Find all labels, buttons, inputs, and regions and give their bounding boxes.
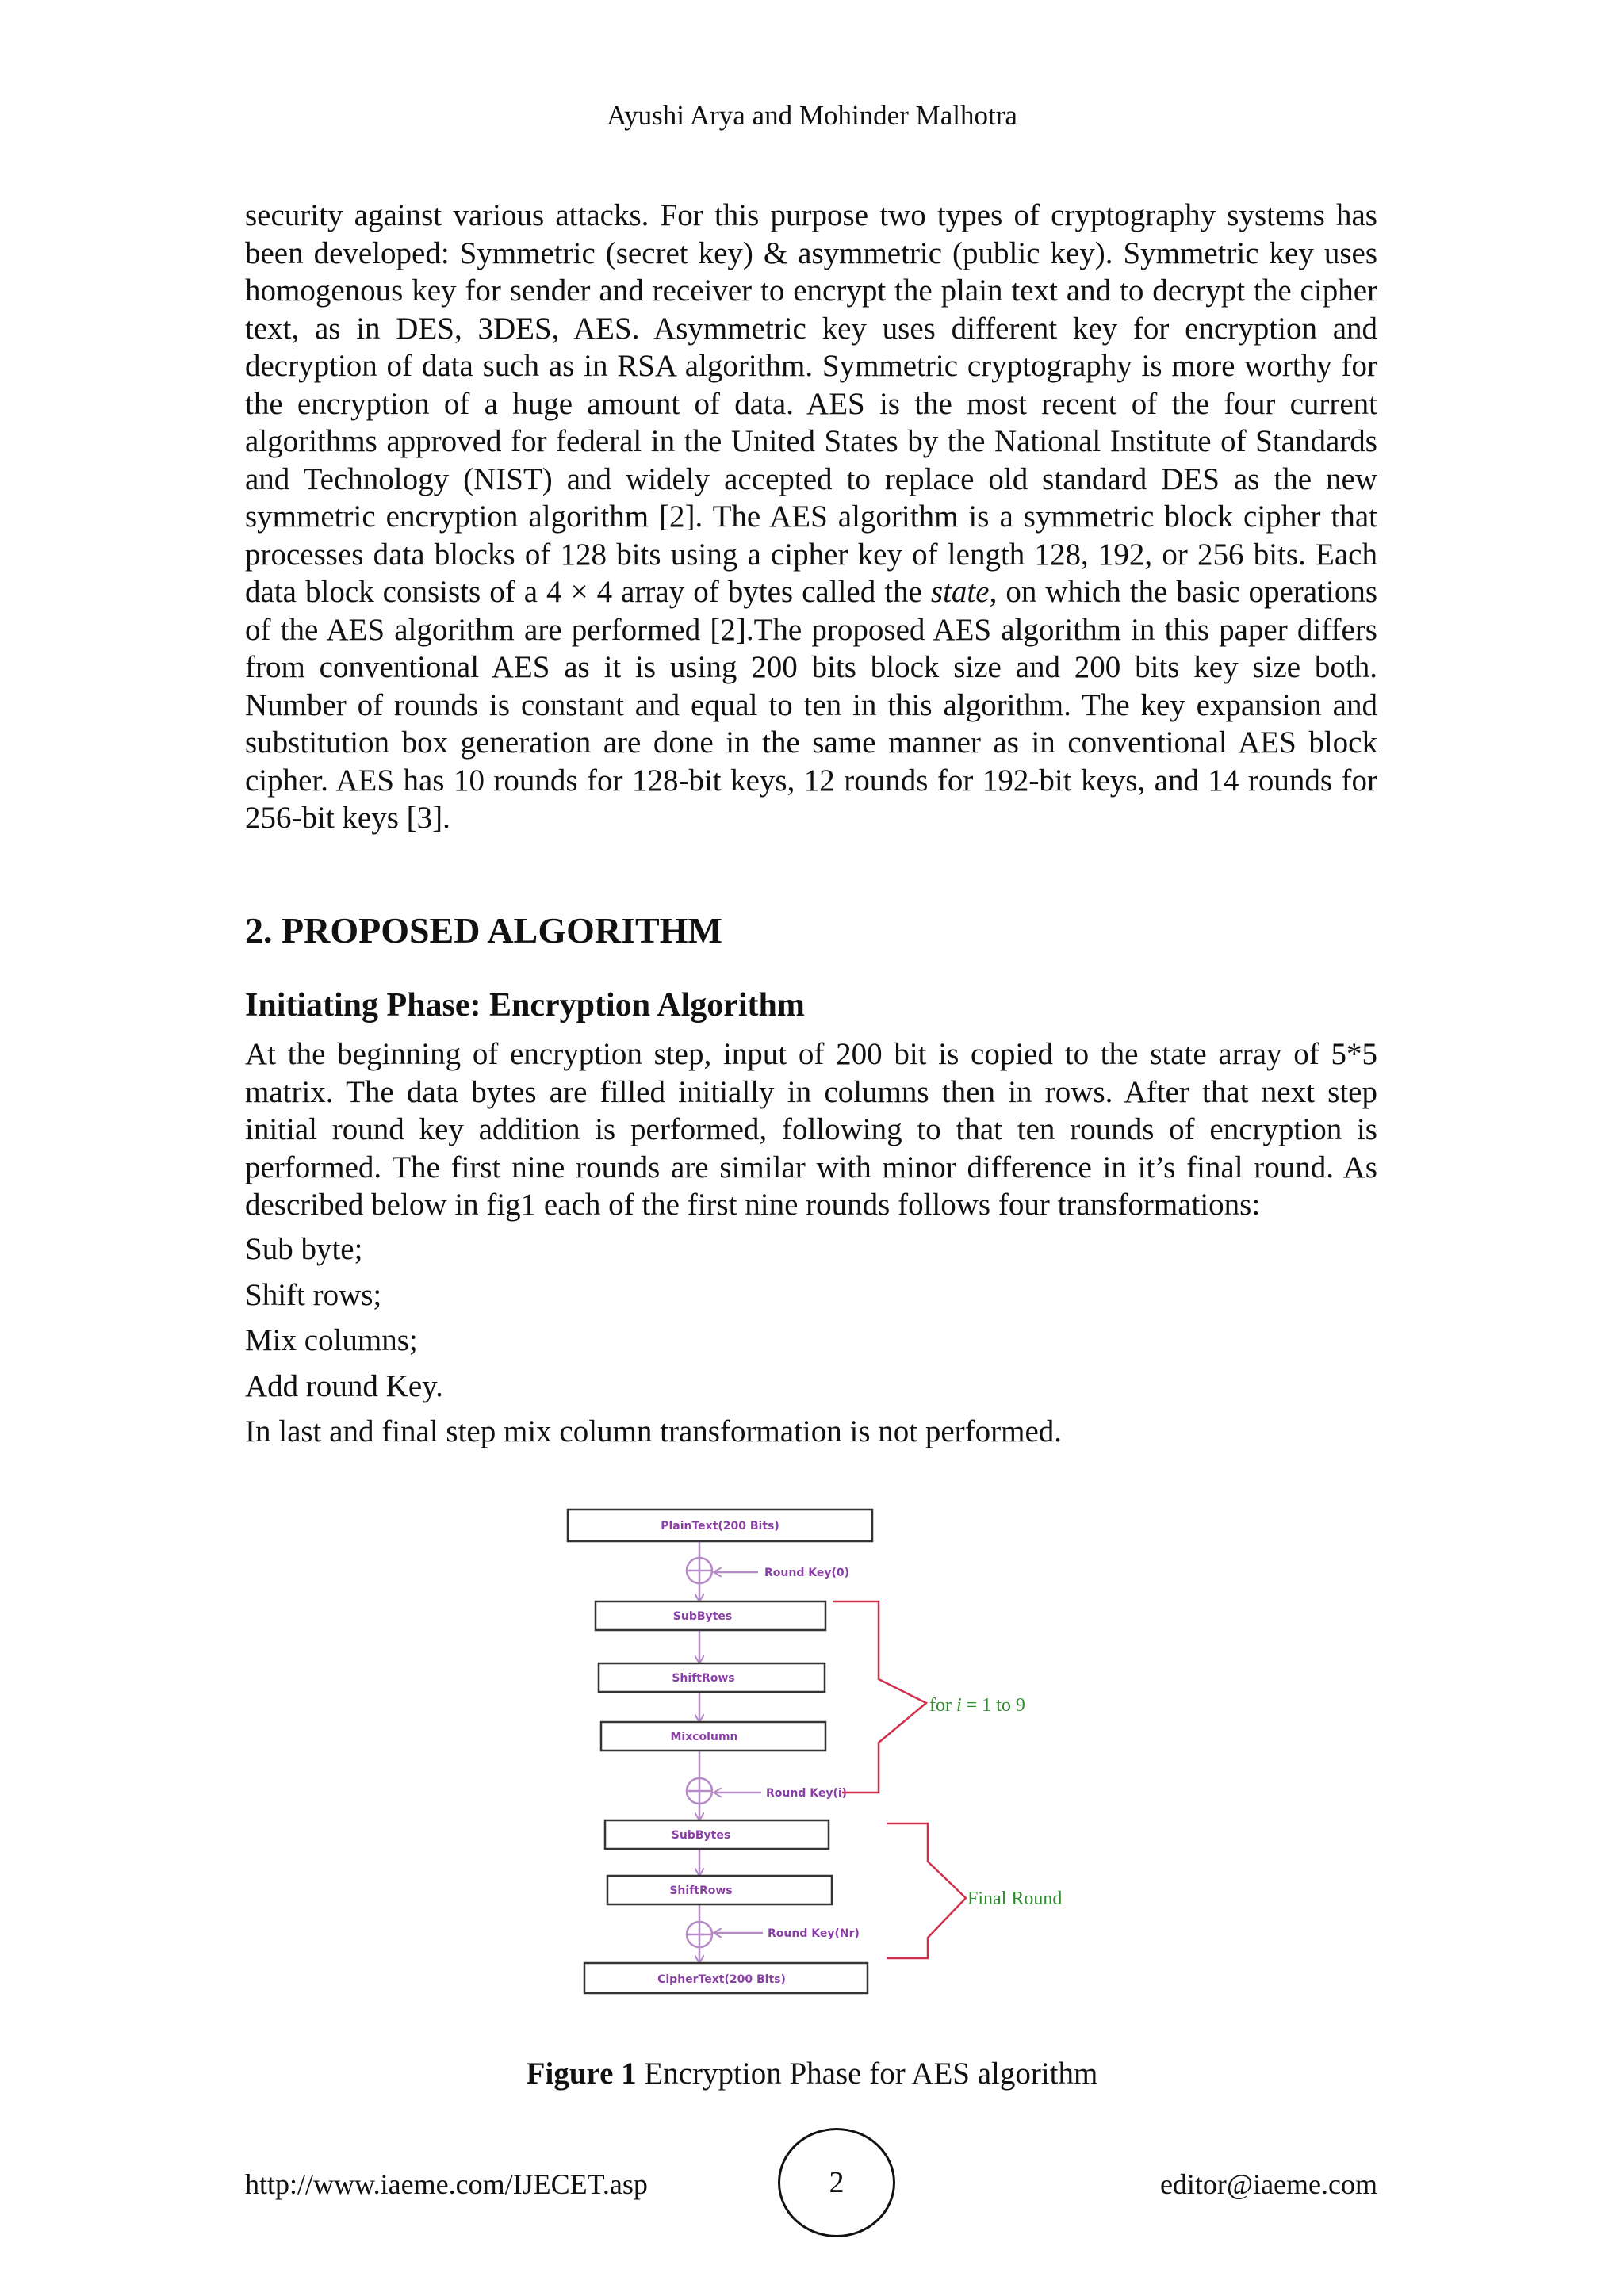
section-heading: 2. PROPOSED ALGORITHM bbox=[245, 910, 722, 951]
shiftrows-label: ShiftRows bbox=[672, 1672, 735, 1685]
subsection-heading: Initiating Phase: Encryption Algorithm bbox=[245, 987, 805, 1024]
step-item: Mix columns; bbox=[245, 1323, 418, 1357]
mixcolumn-label: Mixcolumn bbox=[670, 1731, 738, 1743]
intro-text-end: , on which the basic operations of the AES algorithm are performed [2].The proposed AES algorithm in this paper differs from conventional AES as it is using 200 bits block size and 200 bits key size both. Number of rounds is constant and equal to ten in this algorithm. The key expansion and substitution box generation are done in the same manner as in conventional AES block cipher. AES has 10 rounds for 128-bit keys, 12 rounds for 192-bit keys, and 14 rounds for 256-bit keys [3]. bbox=[245, 575, 1378, 835]
plaintext-label: PlainText(200 Bits) bbox=[661, 1520, 779, 1533]
state-term: state bbox=[930, 575, 990, 609]
round-key-nr-label: Round Key(Nr) bbox=[768, 1927, 860, 1940]
step-item: Sub byte; bbox=[245, 1232, 363, 1266]
footer-email: editor@iaeme.com bbox=[1159, 2168, 1377, 2200]
footer-url: http://www.iaeme.com/IJECET.asp bbox=[245, 2168, 648, 2200]
running-head: Ayushi Arya and Mohinder Malhotra bbox=[607, 100, 1017, 131]
round-key-i-label: Round Key(i) bbox=[766, 1787, 848, 1800]
subbytes-final-label: SubBytes bbox=[671, 1829, 731, 1842]
caption-text: Encryption Phase for AES algorithm bbox=[636, 2057, 1098, 2091]
final-note: In last and final step mix column transformation is not performed. bbox=[245, 1414, 1063, 1448]
caption-label: Figure 1 bbox=[526, 2057, 637, 2091]
subbytes-label: SubBytes bbox=[672, 1610, 733, 1623]
shiftrows-final-label: ShiftRows bbox=[669, 1885, 733, 1897]
step-item: Shift rows; bbox=[245, 1277, 382, 1312]
final-round-bracket bbox=[887, 1823, 966, 1958]
intro-text-start: security against various attacks. For this purpose two types of cryptography systems has been developed: Symmetric (secret key) & asymmetric (public key). Symmetric key uses homogenous key for sender and receiver to encrypt the plain text and to decrypt the cipher text, as in DES, 3DES, AES. Asymmetric key uses different key for encryption and decryption of data such as in RSA algorithm. Symmetric cryptography is more worthy for the encryption of a huge amount of data. AES is the most recent of the four current algorithms approved for federal in the United States by the National Institute of Standards and Technology (NIST) and widely accepted to replace old standard DES as the new symmetric encryption algorithm [2]. The AES algorithm is a symmetric block cipher that processes data blocks of 128 bits using a cipher key of length 128, 192, or 256 bits. Each data block consists of a 4 × 4 array of bytes called the bbox=[245, 198, 1377, 609]
final-round-label: Final Round bbox=[967, 1888, 1063, 1909]
loop-bracket bbox=[833, 1601, 926, 1793]
encryption-paragraph: At the beginning of encryption step, input of 200 bit is copied to the state array of 5*5 matrix. The data bytes are filled initially in columns then in rows. After that next step initial round key addition is performed, following to that ten rounds of encryption is performed. The first nine rounds are similar with minor difference in it’s final round. As described below in fig1 each of the first nine rounds follows four transformations: bbox=[245, 1037, 1377, 1222]
step-item: Add round Key. bbox=[245, 1368, 443, 1403]
ciphertext-label: CipherText(200 Bits) bbox=[657, 1973, 786, 1986]
loop-label: for i = 1 to 9 bbox=[929, 1695, 1025, 1716]
page-number: 2 bbox=[778, 2128, 895, 2237]
figure-caption bbox=[0, 2055, 1624, 2093]
round-key-0-label: Round Key(0) bbox=[764, 1567, 849, 1579]
